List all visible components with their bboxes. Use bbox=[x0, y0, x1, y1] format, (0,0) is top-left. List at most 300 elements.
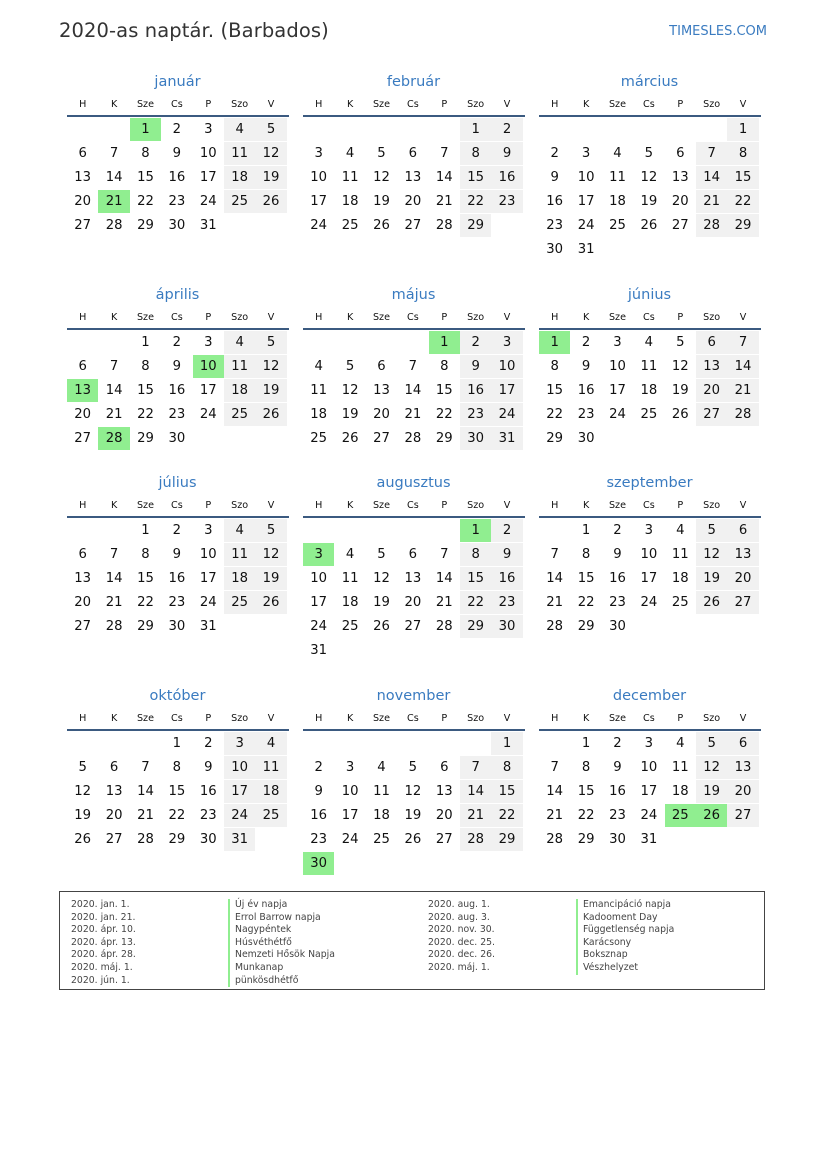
empty-cell bbox=[303, 519, 334, 542]
week-row bbox=[67, 214, 289, 238]
day-cell: 8 bbox=[727, 142, 758, 165]
day-cell: 7 bbox=[408, 359, 418, 374]
day-cell: 17 bbox=[491, 379, 522, 402]
day-cell: 19 bbox=[74, 808, 92, 823]
day-cell: 30 bbox=[199, 832, 217, 847]
week-row bbox=[539, 591, 761, 615]
weekday-label: Cs bbox=[643, 312, 655, 323]
day-cell: 22 bbox=[168, 808, 186, 823]
month-4 bbox=[67, 283, 289, 451]
weekday-header bbox=[539, 94, 761, 115]
weekday-label: Szo bbox=[467, 500, 485, 511]
empty-cell bbox=[334, 519, 365, 542]
day-cell: 12 bbox=[373, 170, 390, 185]
day-cell: 6 bbox=[408, 547, 418, 562]
day-cell: 30 bbox=[546, 242, 564, 257]
weekday-label: P bbox=[677, 713, 684, 724]
day-cell: 21 bbox=[98, 190, 129, 213]
day-cell: 14 bbox=[696, 166, 727, 189]
day-cell: 5 bbox=[377, 547, 386, 562]
day-cell: 2 bbox=[460, 331, 491, 354]
day-cell: 4 bbox=[224, 118, 255, 141]
day-cell: 3 bbox=[314, 146, 323, 161]
empty-cell bbox=[67, 732, 98, 755]
day-cell: 19 bbox=[696, 567, 727, 590]
weekday-label: P bbox=[441, 713, 448, 724]
holiday-name: Vészhelyzet bbox=[576, 962, 674, 975]
day-cell: 15 bbox=[577, 784, 595, 799]
month-3 bbox=[539, 70, 761, 262]
empty-cell bbox=[696, 238, 727, 261]
weekday-label: Szo bbox=[231, 713, 249, 724]
empty-cell bbox=[665, 615, 696, 638]
day-cell: 20 bbox=[727, 567, 758, 590]
day-cell: 17 bbox=[199, 383, 217, 398]
weekday-label: V bbox=[503, 500, 511, 511]
day-cell: 23 bbox=[577, 407, 595, 422]
weekday-label: V bbox=[739, 500, 747, 511]
empty-cell bbox=[224, 214, 255, 237]
weekday-label: Szo bbox=[703, 312, 721, 323]
day-cell: 9 bbox=[581, 359, 591, 374]
day-cell: 23 bbox=[609, 808, 626, 823]
day-cell: 4 bbox=[644, 335, 654, 350]
day-cell: 20 bbox=[105, 808, 123, 823]
weekday-label: Cs bbox=[171, 312, 183, 323]
week-row bbox=[539, 403, 761, 427]
week-row bbox=[67, 756, 289, 780]
holiday-date: 2020. aug. 3. bbox=[428, 911, 490, 923]
holiday-date: 2020. aug. 1. bbox=[428, 899, 490, 910]
day-cell: 20 bbox=[696, 379, 727, 402]
empty-cell bbox=[696, 615, 727, 638]
month-6 bbox=[539, 283, 761, 451]
weekday-label: P bbox=[441, 99, 448, 110]
day-cell: 1 bbox=[539, 331, 570, 354]
empty-cell bbox=[193, 427, 224, 450]
weekday-label: Cs bbox=[407, 312, 419, 323]
day-cell: 7 bbox=[727, 331, 758, 354]
day-cell: 21 bbox=[546, 808, 564, 823]
day-cell: 1 bbox=[460, 118, 491, 141]
week-row bbox=[303, 591, 525, 615]
day-cell: 2 bbox=[613, 736, 622, 751]
week-row bbox=[539, 166, 761, 190]
weekday-label: Szo bbox=[231, 500, 249, 511]
empty-cell bbox=[224, 427, 255, 450]
week-row bbox=[539, 615, 761, 639]
empty-cell bbox=[429, 732, 460, 755]
day-cell: 4 bbox=[676, 523, 685, 538]
week-row bbox=[539, 118, 761, 142]
day-cell: 21 bbox=[105, 407, 123, 422]
day-cell: 5 bbox=[255, 331, 286, 354]
holiday-name: pünkösdhétfő bbox=[228, 975, 335, 988]
weekday-label: H bbox=[79, 500, 87, 511]
day-cell: 11 bbox=[373, 784, 390, 799]
weekday-label: K bbox=[582, 713, 590, 724]
day-cell: 6 bbox=[727, 519, 758, 542]
week-row bbox=[539, 238, 761, 262]
day-cell: 16 bbox=[546, 194, 564, 209]
day-cell: 7 bbox=[109, 359, 119, 374]
day-cell: 26 bbox=[640, 218, 658, 233]
empty-cell bbox=[429, 519, 460, 542]
month-5 bbox=[303, 283, 525, 451]
weekday-label: K bbox=[346, 312, 354, 323]
weekday-label: V bbox=[503, 312, 511, 323]
day-cell: 8 bbox=[460, 142, 491, 165]
weekday-label: Sze bbox=[372, 713, 390, 724]
weekday-label: H bbox=[551, 99, 559, 110]
week-row bbox=[539, 756, 761, 780]
header-rule bbox=[67, 115, 289, 117]
day-cell: 18 bbox=[671, 571, 689, 586]
day-cell: 26 bbox=[671, 407, 689, 422]
day-cell: 28 bbox=[727, 403, 758, 426]
weekday-label: Sze bbox=[608, 713, 626, 724]
day-cell: 9 bbox=[172, 547, 182, 562]
day-cell: 16 bbox=[199, 784, 217, 799]
day-cell: 12 bbox=[373, 571, 390, 586]
day-cell: 16 bbox=[491, 567, 522, 590]
day-cell: 21 bbox=[105, 595, 123, 610]
day-cell: 8 bbox=[172, 760, 182, 775]
day-cell: 31 bbox=[224, 828, 255, 851]
day-cell: 4 bbox=[224, 331, 255, 354]
day-cell: 9 bbox=[172, 359, 182, 374]
week-row bbox=[539, 804, 761, 828]
empty-cell bbox=[727, 238, 758, 261]
weekday-header bbox=[67, 708, 289, 729]
weekday-label: Sze bbox=[136, 713, 154, 724]
week-row bbox=[539, 828, 761, 852]
empty-cell bbox=[224, 615, 255, 638]
day-cell: 23 bbox=[168, 194, 186, 209]
day-cell: 13 bbox=[696, 355, 727, 378]
empty-cell bbox=[602, 118, 633, 141]
day-cell: 22 bbox=[727, 190, 758, 213]
weekday-label: Szo bbox=[467, 99, 485, 110]
day-cell: 19 bbox=[640, 194, 658, 209]
day-cell: 9 bbox=[613, 547, 622, 562]
day-cell: 26 bbox=[74, 832, 92, 847]
empty-cell bbox=[665, 828, 696, 851]
weekday-label: P bbox=[205, 312, 212, 323]
day-cell: 24 bbox=[491, 403, 522, 426]
day-cell: 14 bbox=[435, 571, 453, 586]
day-cell: 10 bbox=[224, 756, 255, 779]
empty-cell bbox=[334, 118, 365, 141]
day-cell: 2 bbox=[613, 523, 622, 538]
day-cell: 11 bbox=[671, 760, 689, 775]
weekday-label: Szo bbox=[231, 99, 249, 110]
day-cell: 6 bbox=[377, 359, 386, 374]
empty-cell bbox=[491, 639, 522, 662]
day-cell: 12 bbox=[74, 784, 92, 799]
day-cell: 26 bbox=[404, 832, 422, 847]
day-cell: 14 bbox=[105, 170, 123, 185]
day-cell: 29 bbox=[727, 214, 758, 237]
day-cell: 22 bbox=[546, 407, 564, 422]
empty-cell bbox=[303, 118, 334, 141]
day-cell: 26 bbox=[255, 591, 286, 614]
holiday-name: Karácsony bbox=[576, 937, 674, 950]
empty-cell bbox=[334, 331, 365, 354]
day-cell: 20 bbox=[727, 780, 758, 803]
day-cell: 22 bbox=[460, 591, 491, 614]
empty-cell bbox=[397, 331, 428, 354]
day-cell: 13 bbox=[671, 170, 689, 185]
weekday-label: Sze bbox=[608, 99, 626, 110]
weekday-label: H bbox=[79, 312, 87, 323]
day-cell: 26 bbox=[341, 431, 359, 446]
day-cell: 19 bbox=[373, 595, 390, 610]
empty-cell bbox=[303, 331, 334, 354]
empty-cell bbox=[334, 639, 365, 662]
day-cell: 19 bbox=[373, 194, 390, 209]
day-cell: 25 bbox=[224, 403, 255, 426]
holiday-list bbox=[59, 891, 765, 990]
day-cell: 3 bbox=[224, 732, 255, 755]
day-cell: 24 bbox=[224, 804, 255, 827]
week-row bbox=[539, 379, 761, 403]
day-cell: 3 bbox=[613, 335, 622, 350]
day-cell: 16 bbox=[609, 571, 626, 586]
weekday-label: V bbox=[267, 312, 275, 323]
day-cell: 29 bbox=[546, 431, 564, 446]
day-cell: 25 bbox=[665, 804, 696, 827]
empty-cell bbox=[491, 214, 522, 237]
day-cell: 1 bbox=[491, 732, 522, 755]
empty-cell bbox=[366, 732, 397, 755]
day-cell: 15 bbox=[137, 383, 154, 398]
day-cell: 13 bbox=[727, 543, 758, 566]
day-cell: 20 bbox=[404, 194, 422, 209]
day-cell: 27 bbox=[671, 218, 689, 233]
week-row bbox=[303, 780, 525, 804]
day-cell: 1 bbox=[581, 523, 591, 538]
day-cell: 9 bbox=[613, 760, 622, 775]
week-row bbox=[303, 214, 525, 238]
empty-cell bbox=[696, 828, 727, 851]
day-cell: 29 bbox=[137, 431, 154, 446]
day-cell: 4 bbox=[613, 146, 622, 161]
day-cell: 18 bbox=[640, 383, 658, 398]
weekday-header bbox=[67, 307, 289, 328]
empty-cell bbox=[539, 519, 570, 542]
weekday-label: H bbox=[551, 312, 559, 323]
day-cell: 10 bbox=[577, 170, 595, 185]
empty-cell bbox=[67, 519, 98, 542]
day-cell: 24 bbox=[640, 808, 658, 823]
day-cell: 16 bbox=[609, 784, 626, 799]
day-cell: 3 bbox=[644, 523, 654, 538]
empty-cell bbox=[633, 238, 664, 261]
weekday-label: H bbox=[551, 713, 559, 724]
empty-cell bbox=[727, 427, 758, 450]
day-cell: 14 bbox=[546, 784, 564, 799]
holiday-name: Errol Barrow napja bbox=[228, 912, 335, 925]
day-cell: 20 bbox=[74, 194, 92, 209]
week-row bbox=[539, 732, 761, 756]
day-cell: 15 bbox=[137, 571, 154, 586]
week-row bbox=[303, 427, 525, 451]
header-rule bbox=[539, 729, 761, 731]
day-cell: 25 bbox=[671, 595, 689, 610]
week-row bbox=[539, 567, 761, 591]
day-cell: 19 bbox=[255, 567, 286, 590]
holiday-name: Emancipáció napja bbox=[576, 899, 674, 912]
day-cell: 19 bbox=[255, 379, 286, 402]
week-row bbox=[67, 142, 289, 166]
day-cell: 29 bbox=[137, 619, 154, 634]
week-row bbox=[67, 190, 289, 214]
empty-cell bbox=[366, 852, 397, 875]
header-rule bbox=[303, 729, 525, 731]
day-cell: 20 bbox=[74, 407, 92, 422]
weekday-label: Cs bbox=[407, 713, 419, 724]
day-cell: 18 bbox=[609, 194, 626, 209]
day-cell: 25 bbox=[609, 218, 626, 233]
day-cell: 22 bbox=[137, 407, 154, 422]
month-name: április bbox=[155, 287, 200, 303]
week-row bbox=[67, 567, 289, 591]
day-cell: 14 bbox=[546, 571, 564, 586]
day-cell: 22 bbox=[577, 808, 595, 823]
day-cell: 13 bbox=[373, 383, 390, 398]
week-row bbox=[67, 828, 289, 852]
empty-cell bbox=[130, 732, 161, 755]
day-cell: 18 bbox=[341, 194, 359, 209]
day-cell: 6 bbox=[440, 760, 449, 775]
day-cell: 16 bbox=[168, 170, 186, 185]
day-cell: 31 bbox=[199, 619, 217, 634]
weekday-label: H bbox=[315, 500, 323, 511]
day-cell: 7 bbox=[550, 760, 559, 775]
empty-cell bbox=[98, 732, 129, 755]
holiday-names-left bbox=[228, 899, 335, 987]
day-cell: 6 bbox=[408, 146, 418, 161]
day-cell: 9 bbox=[491, 142, 522, 165]
day-cell: 14 bbox=[727, 355, 758, 378]
holiday-dates-right bbox=[428, 899, 495, 975]
empty-cell bbox=[334, 732, 365, 755]
day-cell: 31 bbox=[640, 832, 658, 847]
day-cell: 26 bbox=[696, 591, 727, 614]
day-cell: 30 bbox=[460, 427, 491, 450]
day-cell: 18 bbox=[224, 379, 255, 402]
day-cell: 16 bbox=[491, 166, 522, 189]
weekday-label: Cs bbox=[171, 500, 183, 511]
day-cell: 8 bbox=[491, 756, 522, 779]
day-cell: 27 bbox=[105, 832, 123, 847]
weekday-label: K bbox=[110, 99, 118, 110]
day-cell: 12 bbox=[255, 355, 286, 378]
day-cell: 1 bbox=[172, 736, 182, 751]
day-cell: 14 bbox=[105, 571, 123, 586]
day-cell: 28 bbox=[696, 214, 727, 237]
day-cell: 6 bbox=[109, 760, 119, 775]
day-cell: 5 bbox=[696, 519, 727, 542]
day-cell: 7 bbox=[550, 547, 559, 562]
header-rule bbox=[303, 328, 525, 330]
weekday-label: H bbox=[315, 312, 323, 323]
weekday-label: Cs bbox=[643, 713, 655, 724]
holiday-name: Nagypéntek bbox=[228, 924, 335, 937]
day-cell: 1 bbox=[429, 331, 460, 354]
day-cell: 24 bbox=[310, 218, 328, 233]
day-cell: 2 bbox=[204, 736, 213, 751]
month-12 bbox=[539, 684, 761, 852]
day-cell: 30 bbox=[609, 832, 626, 847]
header-rule bbox=[539, 328, 761, 330]
day-cell: 7 bbox=[440, 547, 449, 562]
weekday-label: P bbox=[677, 312, 684, 323]
weekday-label: P bbox=[677, 99, 684, 110]
day-cell: 27 bbox=[74, 619, 92, 634]
day-cell: 26 bbox=[373, 218, 390, 233]
empty-cell bbox=[429, 852, 460, 875]
day-cell: 25 bbox=[373, 832, 390, 847]
empty-cell bbox=[491, 852, 522, 875]
day-cell: 29 bbox=[491, 828, 522, 851]
day-cell: 26 bbox=[373, 619, 390, 634]
day-cell: 12 bbox=[640, 170, 658, 185]
day-cell: 3 bbox=[345, 760, 355, 775]
empty-cell bbox=[665, 238, 696, 261]
weekday-label: H bbox=[315, 713, 323, 724]
day-cell: 2 bbox=[491, 118, 522, 141]
weekday-header bbox=[539, 708, 761, 729]
weekday-label: P bbox=[441, 500, 448, 511]
day-cell: 8 bbox=[141, 547, 150, 562]
day-cell: 21 bbox=[546, 595, 564, 610]
day-cell: 5 bbox=[408, 760, 418, 775]
day-cell: 22 bbox=[460, 190, 491, 213]
day-cell: 10 bbox=[640, 547, 658, 562]
day-cell: 31 bbox=[491, 427, 522, 450]
day-cell: 11 bbox=[310, 383, 328, 398]
day-cell: 15 bbox=[577, 571, 595, 586]
day-cell: 29 bbox=[577, 832, 595, 847]
day-cell: 24 bbox=[640, 595, 658, 610]
weekday-label: Cs bbox=[643, 500, 655, 511]
day-cell: 26 bbox=[255, 190, 286, 213]
week-row bbox=[67, 519, 289, 543]
empty-cell bbox=[602, 238, 633, 261]
holiday-dates-left bbox=[71, 899, 136, 987]
weekday-label: K bbox=[346, 713, 354, 724]
brand-logo-text[interactable]: TIMESLES.COM bbox=[669, 24, 767, 39]
week-row bbox=[67, 403, 289, 427]
weekday-label: K bbox=[110, 713, 118, 724]
holiday-name: Függetlenség napja bbox=[576, 924, 674, 937]
day-cell: 23 bbox=[460, 403, 491, 426]
day-cell: 15 bbox=[727, 166, 758, 189]
weekday-label: V bbox=[267, 500, 275, 511]
month-7 bbox=[67, 471, 289, 639]
week-row bbox=[303, 166, 525, 190]
day-cell: 22 bbox=[137, 595, 154, 610]
week-row bbox=[303, 190, 525, 214]
day-cell: 21 bbox=[137, 808, 154, 823]
day-cell: 24 bbox=[199, 407, 217, 422]
day-cell: 1 bbox=[727, 118, 758, 141]
empty-cell bbox=[303, 732, 334, 755]
month-name: szeptember bbox=[606, 475, 693, 491]
week-row bbox=[303, 756, 525, 780]
